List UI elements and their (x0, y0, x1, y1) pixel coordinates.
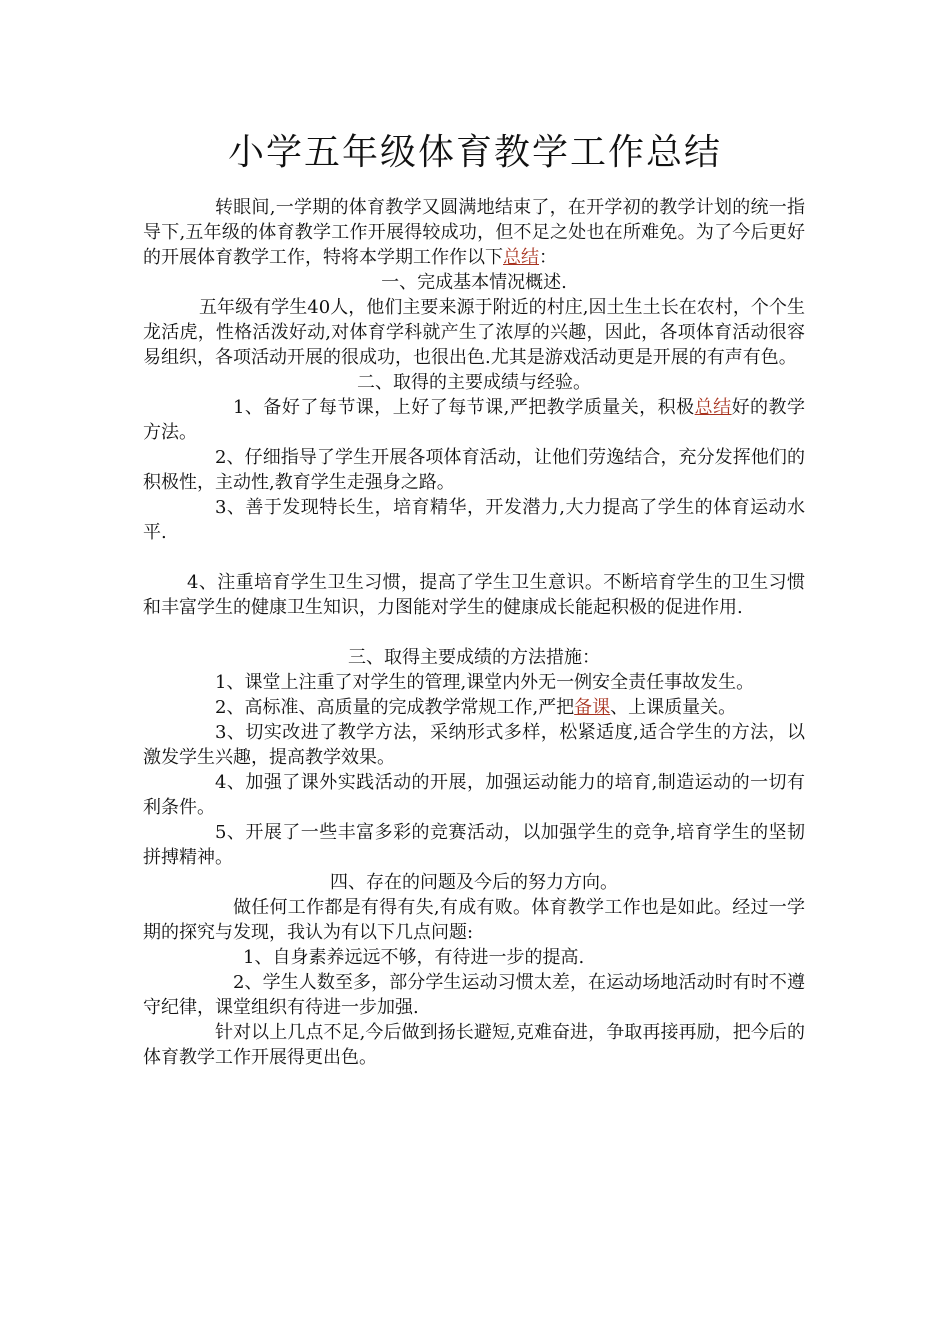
section4-intro: 做任何工作都是有得有失,有成有败。体育教学工作也是如此。经过一学期的探究与发现，我认为有以下几点问题: (143, 897, 805, 943)
section4-item2: 2、学生人数至多，部分学生运动习惯太差，在运动场地活动时有时不遵守纪律，课堂组织有待进一步加强. (143, 972, 805, 1018)
section3-item5: 5、开展了一些丰富多彩的竞赛活动，以加强学生的竞争,培育学生的坚韧拼搏精神。 (143, 822, 805, 868)
section2-item4: 4、注重培育学生卫生习惯，提高了学生卫生意识。不断培育学生的卫生习惯和丰富学生的健康卫生知识，力图能对学生的健康成长能起积极的促进作用. (143, 572, 805, 618)
section2-item1 (143, 395, 805, 445)
section3-item2-text: 2、高标准、高质量的完成教学常规工作,严把 (215, 697, 575, 718)
section3-item2-tail: 、上课质量关。 (610, 697, 737, 718)
summary-link[interactable]: 总结 (503, 247, 539, 268)
section3-item4: 4、加强了课外实践活动的开展，加强运动能力的培育,制造运动的一切有利条件。 (143, 772, 805, 818)
spacer (143, 620, 805, 645)
intro-colon: ： (539, 247, 557, 268)
section4-item1: 1、自身素养远远不够，有待进一步的提高. (243, 947, 585, 968)
intro-paragraph (143, 195, 805, 270)
document-body (143, 195, 805, 1070)
section2-item2: 2、仔细指导了学生开展各项体育活动，让他们劳逸结合，充分发挥他们的积极性，主动性,教育学生走强身之路。 (143, 447, 805, 493)
section1-heading: 一、完成基本情况概述. (381, 272, 567, 293)
section3-heading: 三、取得主要成绩的方法措施： (348, 647, 600, 668)
section2-item3: 3、善于发现特长生，培育精华，开发潜力,大力提高了学生的体育运动水平. (143, 497, 805, 543)
section2-item1-tail: 好的教学方法。 (143, 397, 806, 443)
section4-heading: 四、存在的问题及今后的努力方向。 (330, 872, 618, 893)
section2-heading: 二、取得的主要成绩与经验。 (357, 372, 591, 393)
intro-text: 转眼间,一学期的体育教学又圆满地结束了，在开学初的教学计划的统一指导下,五年级的体育教学工作开展得较成功，但不足之处也在所难免。为了今后更好的开展体育教学工作，特将本学期工作作以下 (143, 197, 805, 268)
section3-item1: 1、课堂上注重了对学生的管理,课堂内外无一例安全责任事故发生。 (215, 672, 755, 693)
section3-item2 (143, 695, 805, 720)
section1-paragraph: 五年级有学生40人，他们主要来源于附近的村庄,因土生土长在农村，个个生龙活虎，性格活泼好动,对体育学科就产生了浓厚的兴趣，因此，各项体育活动很容易组织，各项活动开展的很成功，也很出色.尤其是游戏活动更是开展的有声有色。 (143, 297, 805, 368)
section2-item1-text: 1、备好了每节课，上好了每节课,严把教学质量关，积极 (233, 397, 695, 418)
spacer (143, 545, 805, 570)
section3-item3: 3、切实改进了教学方法，采纳形式多样，松紧适度,适合学生的方法，以激发学生兴趣，提高教学效果。 (143, 722, 805, 768)
lesson-prep-link[interactable]: 备课 (574, 697, 611, 718)
section4-closing: 针对以上几点不足,今后做到扬长避短,克难奋进，争取再接再励，把今后的体育教学工作开展得更出色。 (143, 1022, 805, 1068)
summary-link-2[interactable]: 总结 (694, 397, 732, 418)
document-title: 小学五年级体育教学工作总结 (227, 132, 722, 173)
